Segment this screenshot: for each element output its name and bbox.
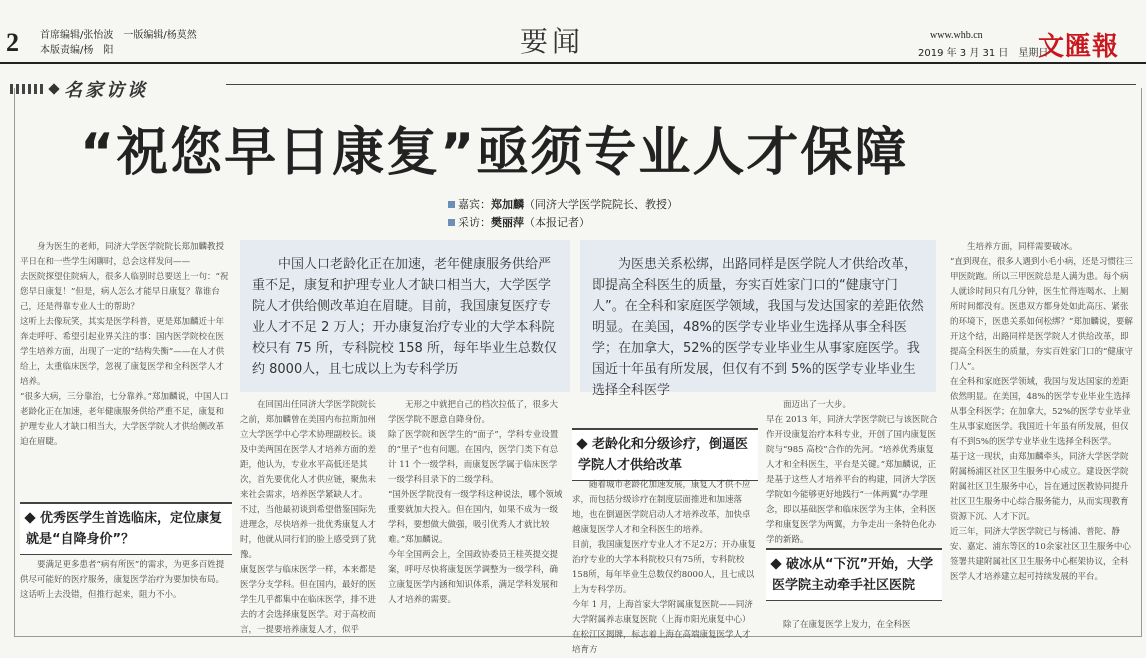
byline-note: （本报记者） [524,216,590,229]
byline-name: 郑加麟 [491,198,524,211]
column-banner-title: 名家访谈 [64,80,148,101]
byline-guest [448,196,678,212]
article-column-1: 身为医生的老师，同济大学医学院院长郑加麟教授平日在和一些学生闲聊时，总会这样发问—— 去医院探望住院病人，很多人临别时总要送上一句：“祝您早日康复！”但是，病人怎么才能早日康复？靠谁台己，还是得靠专业人士的帮助？ 这听上去像玩笑，其实是医学科普，更是郑加麟近十年奔走呼吁、希望引起业界关注的事：国内医学院校在医学生培养方面，出现了一定的“结构失衡”——在人才供给上，太重临床医学，忽视了康复医学和全科医学人才培养。 “很多大病，三分靠治，七分靠养。”郑加麟说，中国人口老龄化正在加速，老年健康服务供给严重不足，康复和护理专业人才缺口相当大，大学医学院人才供给侧改革迫在眉睫。 [20,242,229,447]
editor-credits: 首席编辑/张怡波 一版编辑/杨莫然 本版责编/杨 阳 [40,30,197,56]
article-column-1-bottom: 要满足更多患者“病有所医”的需求，为更多百姓提供尽可能好的医疗服务，康复医学治疗为要加快布局。这话听上去没错，但推行起来，阻力不小。 [20,560,225,600]
subhead-3-text: 破冰从“下沉”开始，大学医学院主动牵手社区医院 [772,557,934,593]
subhead-2 [572,428,758,481]
article-column-5-bottom: 除了在康复医学上发力，在全科医 [783,620,911,630]
byline-reporter [448,214,590,230]
pullquote-left: 中国人口老龄化正在加速，老年健康服务供给严重不足，康复和护理专业人才缺口相当大，大学医学院人才供给侧改革迫在眉睫。目前，我国康复医疗专业人才不足 2 万人；开办康复治疗专业的大学本科院校只有 75 所，专科院校 158 所，每年毕业生总数仅约 8000人，且七成以上为专科学历 [240,240,570,392]
byline-role: 嘉宾： [458,198,491,211]
square-bullet-icon [448,201,455,208]
section-title: 要闻 [520,25,585,58]
byline-role: 采访： [458,216,491,229]
diamond-icon [770,558,781,569]
article-column-3: 无形之中就把自己的档次拉低了，很多大学医学院不愿意自降身份。 除了医学院和医学生的“面子”，学科专业设置的“里子”也有问题。在国内，医学门类下有总计 11 个一级学科，而康复医学属于临床医学一级学科目录下的二级学科。 “国外医学院没有一级学科这种说法，哪个领域重要就加大投入。但在国内，如果不成为一级学科，要想做大做强，吸引优秀人才就比较难。”郑加麟说。 今年全国两会上，全国政协委员王桂英提交提案，呼吁尽快将康复医学调整为一级学科，确立康复医学内涵和知识体系，满足学科发展和人才培养的需要。 [388,400,563,605]
diamond-icon [576,438,587,449]
subhead-1-text: 优秀医学生首选临床，定位康复就是“自降身价”？ [26,511,223,547]
article-column-2: 在回国出任同济大学医学院院长之前，郑加麟曾在美国内布拉斯加州立大学医学中心学术协理副校长。谈及中美两国在医学人才培养方面的差距，他认为，专业水平高低还是其次，首先要优化人才供应链，聚焦未来社会需求，培养医学紧缺人才。 不过，当他最初谈到希望借鉴国际先进理念，尽快培养一批优秀康复人才时，他就从同行们的脸上感受到了犹豫。 康复医学与临床医学一样，本来都是医学分支学科。但在国内，最好的医学生几乎都集中在临床医学，排不进去的才会选择康复医学。对于高校而言，一提要培养康复人才，似乎 [240,400,377,635]
diamond-icon [24,512,35,523]
subhead-2-text: 老龄化和分级诊疗，倒逼医学院人才供给改革 [578,437,749,473]
issue-date: 2019 年 3 月 31 日 星期日 [918,48,1049,59]
page-number: 2 [6,28,19,57]
byline-name: 樊丽萍 [491,216,524,229]
article-column-6: 生培养方面，同样需要破冰。 “直到现在，很多人遇到小毛小病，还是习惯往三甲医院跑。所以三甲医院总是人满为患。每个病人就诊时间只有几分钟，医生忙得连喝水、上厕所时间都没有。医患双方都身处如此高压、紧张的环境下，医患关系如何松绑？”郑加麟说，要解开这个结，出路同样是医学院人才供给改革，即提高全科医生的质量，夯实百姓家门口的“健康守门人”。 在全科和家庭医学领域，我国与发达国家的差距依然明显。在美国，48%的医学专业毕业生选择从事全科医学；在加拿大，52%的医学专业毕业生从事家庭医学。我国近十年虽有所发展，但仅有不到5%的医学专业毕业生选择全科医学。 基于这一现状，由郑加麟牵头，同济大学医学院附属杨浦区社区卫生服务中心成立。建设医学院附属社区卫生服务中心，旨在通过医教协同提升社区卫生服务中心综合服务能力，从而实现教育资源下沉、人才下沉。 近三年，同济大学医学院已与杨浦、普陀、静安、嘉定、浦东等区的10余家社区卫生服务中心签署共建附属社区卫生服务中心框架协议，全科医学人才培养建立起可持续发展的平台。 [950,242,1133,582]
article-column-5: 面迈出了一大步。 早在 2013 年，同济大学医学院已与该医院合作开设康复治疗本科专业，开创了国内康复医院与“985 高校”合作的先河。“培养优秀康复人才和全科医生，平台是关键。”郑加麟说，正是基于这些人才培养平台的构建，同济大学医学院如今能够更好地践行“一体两翼”办学理念，即以基础医学和临床医学为主体，全科医学和康复医学为两翼，力争走出一条特色化办学的新路。 [766,400,938,545]
square-bullet-icon [448,219,455,226]
pullquote-right: 为医患关系松绑，出路同样是医学院人才供给改革，即提高全科医生的质量，夯实百姓家门口的“健康守门人”。在全科和家庭医学领域，我国与发达国家的差距依然明显。在美国，48%的医学专业毕业生选择从事全科医学；在加拿大，52%的医学专业毕业生从事家庭医学。我国近十年虽有所发展，但仅有不到 5%的医学专业毕业生选择全科医学 [580,240,936,392]
headline: “祝您早日康复”亟须专业人才保障 [80,123,909,183]
article-column-4: 随着城市老龄化加速发展，康复人才供不应求，而包括分级诊疗在制度层面推进和加速落地，也在倒逼医学院启动人才培养改革，加快卓越康复医学人才和全科医生的培养。 目前，我国康复医疗专业人才不足2万；开办康复治疗专业的大学本科院校只有75所，专科院校158所，每年毕业生总数仅约8000人，且七成以上为专科学历。 今年 1 月，上海首家大学附属康复医院——同济大学附属养志康复医院（上海市阳光康复中心）在松江区揭牌，标志着上海在高端康复医学人才培育方 [572,480,756,655]
byline-note: （同济大学医学院院长、教授） [524,198,678,211]
top-rule [0,62,1146,64]
subhead-3 [766,548,942,601]
newspaper-logo: 文匯報 [1038,32,1120,62]
website-url: www.whb.cn [930,30,983,41]
banner-rule [226,84,1136,85]
subhead-1 [20,502,232,555]
